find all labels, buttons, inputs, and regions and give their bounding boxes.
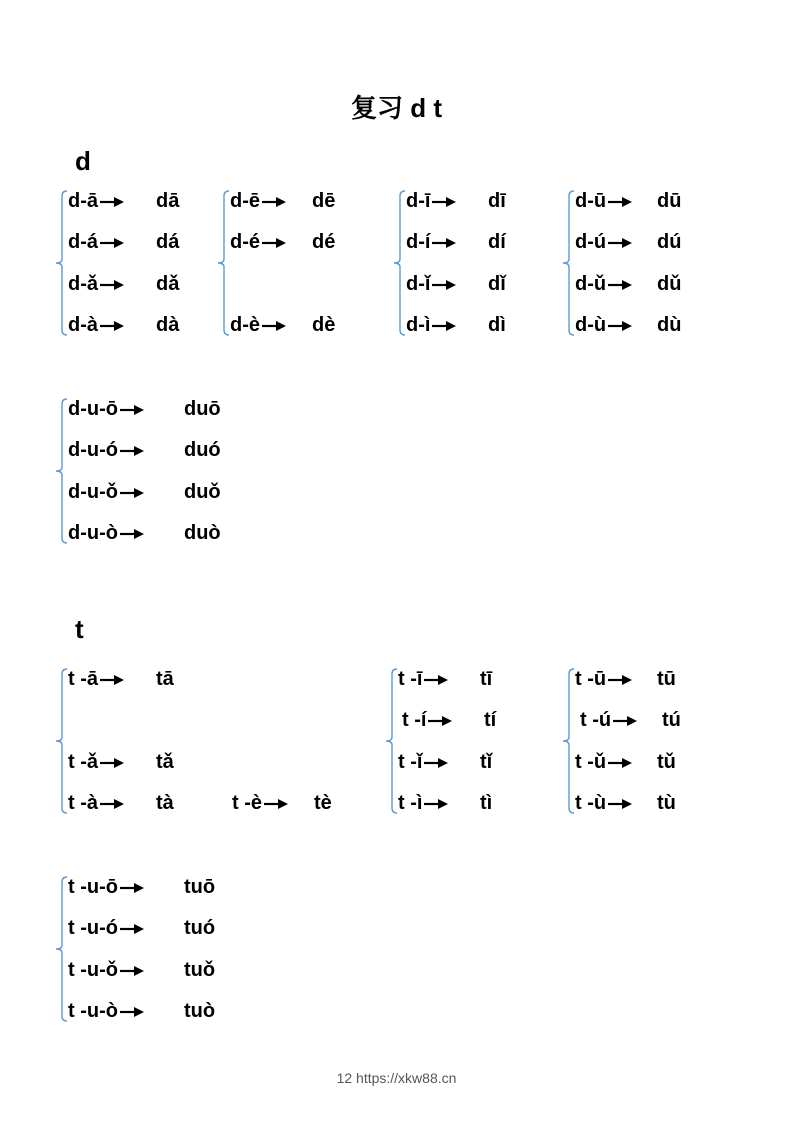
spelling-parts: d-á <box>68 231 98 253</box>
syllable-result: dá <box>156 231 180 253</box>
syllable-result: tuó <box>184 917 216 939</box>
right-arrow-icon <box>262 320 286 332</box>
right-arrow-icon <box>120 528 144 540</box>
syllable-result: duó <box>184 439 221 461</box>
group-bracket <box>561 189 575 337</box>
syllable-result: tǐ <box>480 751 493 773</box>
spelling-row <box>68 750 174 774</box>
group-bracket <box>384 667 398 815</box>
right-arrow-icon <box>100 320 124 332</box>
spelling-parts: t -u-ǒ <box>68 959 118 981</box>
right-arrow-icon <box>432 196 456 208</box>
syllable-result: dǐ <box>488 273 506 295</box>
spelling-row <box>575 791 676 815</box>
right-arrow-icon <box>428 715 452 727</box>
right-arrow-icon <box>100 237 124 249</box>
syllable-group-d-e <box>216 189 366 337</box>
spelling-parts: d-í <box>406 231 431 253</box>
spelling-row <box>575 750 676 774</box>
right-arrow-icon <box>424 798 448 810</box>
right-arrow-icon <box>100 196 124 208</box>
syllable-result: dà <box>156 314 180 336</box>
syllable-result: dī <box>488 190 506 212</box>
spelling-row <box>68 875 216 899</box>
right-arrow-icon <box>432 320 456 332</box>
group-bracket <box>561 667 575 815</box>
spelling-parts: t -u-ō <box>68 876 118 898</box>
spelling-row <box>580 708 681 732</box>
spelling-parts: t -è <box>232 792 262 814</box>
spelling-row <box>575 313 682 337</box>
syllable-group-t-uo <box>54 875 244 1023</box>
spelling-parts: d-u-ō <box>68 398 118 420</box>
syllable-result: dù <box>657 314 682 336</box>
right-arrow-icon <box>100 757 124 769</box>
syllable-result: tuò <box>184 1000 216 1022</box>
right-arrow-icon <box>120 965 144 977</box>
spelling-row <box>406 272 506 296</box>
right-arrow-icon <box>120 404 144 416</box>
syllable-result: duǒ <box>184 481 221 503</box>
right-arrow-icon <box>120 923 144 935</box>
spelling-row <box>402 708 497 732</box>
syllable-group-d-uo <box>54 397 244 545</box>
syllable-result: dì <box>488 314 506 336</box>
spelling-row <box>68 272 180 296</box>
spelling-parts: t -í <box>402 709 427 731</box>
group-bracket <box>392 189 406 337</box>
spelling-row <box>68 667 174 691</box>
right-arrow-icon <box>608 798 632 810</box>
group-bracket <box>54 875 68 1023</box>
group-bracket <box>54 667 68 815</box>
right-arrow-icon <box>264 798 288 810</box>
spelling-row <box>575 272 682 296</box>
syllable-result: dū <box>657 190 682 212</box>
spelling-parts: t -à <box>68 792 98 814</box>
spelling-parts: t -u-ò <box>68 1000 118 1022</box>
spelling-parts: d-ī <box>406 190 431 212</box>
spelling-parts: d-ǎ <box>68 273 98 295</box>
spelling-row <box>575 230 682 254</box>
group-bracket <box>54 397 68 545</box>
syllable-group-d-i <box>392 189 542 337</box>
spelling-row <box>398 750 493 774</box>
spelling-row <box>68 189 180 213</box>
syllable-result: tì <box>480 792 493 814</box>
syllable-group-t-a <box>54 667 204 815</box>
spelling-parts: t -ū <box>575 668 607 690</box>
syllable-result: tǔ <box>657 751 676 773</box>
spelling-row <box>230 313 336 337</box>
syllable-group-d-a <box>54 189 204 337</box>
spelling-parts: d-ù <box>575 314 607 336</box>
spelling-row <box>406 313 506 337</box>
syllable-result: dí <box>488 231 506 253</box>
spelling-parts: t -ì <box>398 792 423 814</box>
syllable-result: tuǒ <box>184 959 216 981</box>
spelling-parts: d-ū <box>575 190 607 212</box>
spelling-row <box>68 999 216 1023</box>
syllable-group-t-i <box>384 667 534 815</box>
syllable-result: tī <box>480 668 493 690</box>
spelling-row <box>575 667 676 691</box>
spelling-row <box>406 230 506 254</box>
right-arrow-icon <box>432 279 456 291</box>
spelling-parts: d-u-ò <box>68 522 118 544</box>
spelling-row <box>398 791 493 815</box>
spelling-row <box>575 189 682 213</box>
syllable-result: duò <box>184 522 221 544</box>
right-arrow-icon <box>608 237 632 249</box>
spelling-row <box>68 438 221 462</box>
spelling-row <box>68 521 221 545</box>
spelling-row <box>68 916 216 940</box>
right-arrow-icon <box>262 196 286 208</box>
spelling-row <box>68 480 221 504</box>
spelling-parts: d-ì <box>406 314 431 336</box>
syllable-result: dè <box>312 314 336 336</box>
spelling-row <box>398 667 493 691</box>
spelling-parts: t -ú <box>580 709 612 731</box>
right-arrow-icon <box>120 882 144 894</box>
syllable-result: dē <box>312 190 336 212</box>
page-footer: 12 https://xkw88.cn <box>336 1070 457 1086</box>
spelling-row <box>406 189 506 213</box>
right-arrow-icon <box>432 237 456 249</box>
syllable-result: dǔ <box>657 273 682 295</box>
syllable-result: tū <box>657 668 676 690</box>
right-arrow-icon <box>120 487 144 499</box>
right-arrow-icon <box>613 715 637 727</box>
right-arrow-icon <box>608 674 632 686</box>
syllable-result: tǎ <box>156 751 174 773</box>
section-label-d: d <box>75 146 91 176</box>
spelling-parts: d-è <box>230 314 260 336</box>
right-arrow-icon <box>424 757 448 769</box>
right-arrow-icon <box>262 237 286 249</box>
spelling-parts: d-é <box>230 231 260 253</box>
spelling-parts: t -ǐ <box>398 751 423 773</box>
right-arrow-icon <box>608 196 632 208</box>
spelling-parts: d-ā <box>68 190 98 212</box>
spelling-parts: d-ú <box>575 231 607 253</box>
syllable-group-d-u <box>561 189 711 337</box>
syllable-result: tà <box>156 792 174 814</box>
spelling-row <box>68 313 180 337</box>
syllable-result: tā <box>156 668 174 690</box>
spelling-parts: t -ā <box>68 668 98 690</box>
syllable-result: tú <box>662 709 681 731</box>
syllable-result: tuō <box>184 876 216 898</box>
spelling-row <box>230 230 336 254</box>
spelling-parts: t -ǎ <box>68 751 98 773</box>
spelling-parts: d-ǐ <box>406 273 431 295</box>
spelling-row <box>68 791 174 815</box>
right-arrow-icon <box>100 279 124 291</box>
syllable-result: tù <box>657 792 676 814</box>
spelling-parts: d-u-ǒ <box>68 481 118 503</box>
spelling-parts: t -u-ó <box>68 917 118 939</box>
section-label-t: t <box>75 614 84 644</box>
syllable-result: dé <box>312 231 336 253</box>
right-arrow-icon <box>608 279 632 291</box>
spelling-row <box>68 230 180 254</box>
right-arrow-icon <box>100 674 124 686</box>
right-arrow-icon <box>608 757 632 769</box>
page-title: 复习 d t <box>351 93 442 123</box>
syllable-group-t-u <box>561 667 711 815</box>
syllable-result: dú <box>657 231 682 253</box>
syllable-result: dā <box>156 190 180 212</box>
spelling-row <box>68 958 216 982</box>
spelling-parts: d-ē <box>230 190 260 212</box>
syllable-result: dǎ <box>156 273 180 295</box>
spelling-parts: t -ī <box>398 668 423 690</box>
right-arrow-icon <box>424 674 448 686</box>
syllable-result: tè <box>314 792 332 814</box>
group-bracket <box>54 189 68 337</box>
right-arrow-icon <box>100 798 124 810</box>
spelling-parts: d-à <box>68 314 98 336</box>
syllable-result: tí <box>484 709 497 731</box>
syllable-result: duō <box>184 398 221 420</box>
spelling-row <box>230 189 336 213</box>
syllable-group-t-e <box>218 791 368 815</box>
spelling-row <box>232 791 332 815</box>
group-bracket <box>216 189 230 337</box>
spelling-parts: d-ǔ <box>575 273 607 295</box>
right-arrow-icon <box>120 1006 144 1018</box>
spelling-parts: d-u-ó <box>68 439 118 461</box>
spelling-parts: t -ù <box>575 792 607 814</box>
spelling-parts: t -ǔ <box>575 751 607 773</box>
spelling-row <box>68 397 221 421</box>
right-arrow-icon <box>120 445 144 457</box>
right-arrow-icon <box>608 320 632 332</box>
